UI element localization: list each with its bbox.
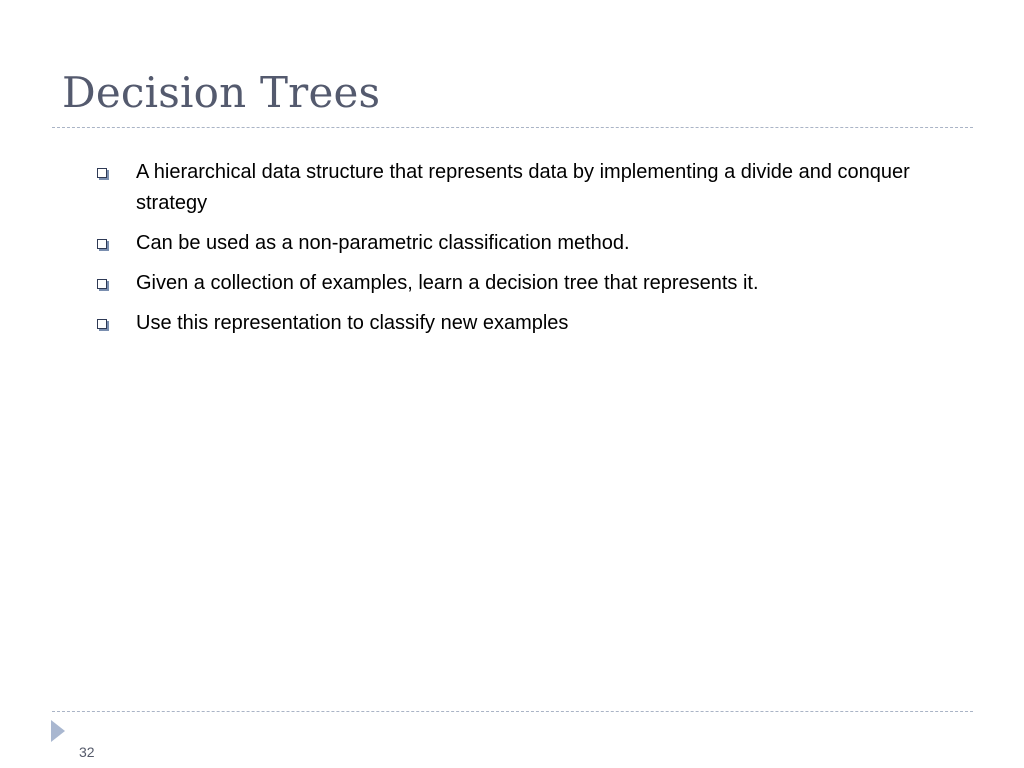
square-bullet-icon [97, 279, 107, 289]
page-number: 32 [79, 744, 95, 760]
square-bullet-icon [97, 239, 107, 249]
bullet-text: Can be used as a non-parametric classification method. [136, 232, 630, 254]
bullet-text: A hierarchical data structure that represents data by implementing a divide and conquer strategy [136, 161, 910, 214]
square-bullet-icon [97, 168, 107, 178]
bullet-item [90, 228, 930, 259]
bullet-item [90, 268, 930, 299]
bullet-item [90, 157, 930, 219]
square-bullet-icon [97, 319, 107, 329]
bullet-item [90, 308, 930, 339]
bullet-text: Use this representation to classify new examples [136, 312, 569, 334]
title-divider [52, 127, 973, 128]
slide-title: Decision Trees [62, 68, 381, 117]
triangle-arrow-icon [51, 720, 65, 742]
footer-divider [52, 711, 973, 712]
bullet-text: Given a collection of examples, learn a decision tree that represents it. [136, 272, 759, 294]
bullet-list [90, 157, 930, 348]
